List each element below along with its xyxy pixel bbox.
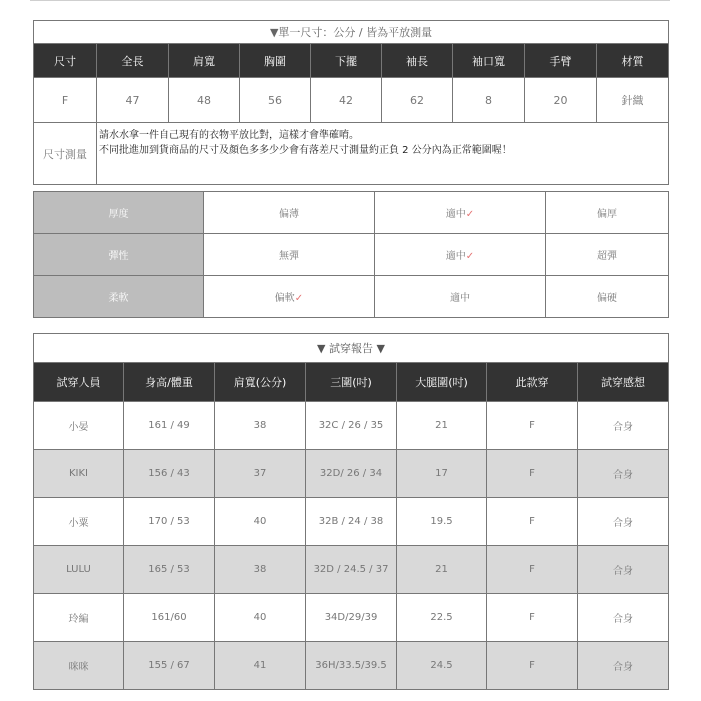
table-cell: 38	[215, 546, 306, 594]
table-cell: 合身	[578, 498, 669, 546]
table-row	[34, 642, 669, 690]
feel-option-cell	[375, 192, 546, 234]
table-cell: 40	[215, 594, 306, 642]
fabric-feel-table	[33, 191, 669, 318]
size-note-line: 請水水拿一件自己現有的衣物平放比對，這樣才會準確唷。	[99, 130, 359, 141]
feel-attr-cell: 柔軟	[34, 276, 204, 318]
size-value-cell: 62	[382, 78, 453, 123]
size-value-row	[34, 78, 669, 123]
size-value-cell: 8	[453, 78, 525, 123]
table-cell: KIKI	[34, 450, 124, 498]
table-cell: LULU	[34, 546, 124, 594]
table-row	[34, 402, 669, 450]
fitting-report-table	[33, 333, 669, 690]
feel-option-label: 偏軟	[274, 293, 295, 304]
size-header-cell: 材質	[597, 44, 669, 78]
size-caption: ▼單一尺寸：公分 / 皆為平放測量	[34, 21, 669, 44]
size-header-cell: 袖長	[382, 44, 453, 78]
size-value-cell: 48	[169, 78, 240, 123]
fitting-header-cell: 此款穿	[487, 363, 578, 402]
table-cell: 37	[215, 450, 306, 498]
table-cell: 36H/33.5/39.5	[306, 642, 397, 690]
size-note-label: 尺寸測量	[34, 123, 97, 185]
size-note-text	[97, 123, 669, 185]
table-cell: 22.5	[397, 594, 487, 642]
table-row	[34, 594, 669, 642]
table-cell: 24.5	[397, 642, 487, 690]
size-table	[33, 20, 669, 185]
feel-option-cell	[375, 276, 546, 318]
feel-option-label: 適中	[445, 209, 466, 220]
feel-option-label: 適中	[445, 251, 466, 262]
feel-row-elasticity	[34, 234, 669, 276]
size-note-row	[34, 123, 669, 185]
table-cell: 40	[215, 498, 306, 546]
feel-option-cell	[204, 276, 375, 318]
table-cell: 32D/ 26 / 34	[306, 450, 397, 498]
feel-option-label: 偏薄	[279, 209, 299, 220]
table-cell: F	[487, 594, 578, 642]
table-cell: 合身	[578, 546, 669, 594]
table-row	[34, 546, 669, 594]
table-cell: F	[487, 402, 578, 450]
fitting-header-cell: 大腿圍(吋)	[397, 363, 487, 402]
table-cell: 小粟	[34, 498, 124, 546]
feel-attr-cell: 厚度	[34, 192, 204, 234]
fitting-caption: ▼ 試穿報告 ▼	[34, 334, 669, 363]
table-cell: 21	[397, 402, 487, 450]
size-value-cell: F	[34, 78, 97, 123]
table-cell: F	[487, 498, 578, 546]
feel-option-label: 偏厚	[597, 209, 617, 220]
table-cell: 咪咪	[34, 642, 124, 690]
size-header-row	[34, 44, 669, 78]
check-icon: ✓	[465, 251, 475, 262]
feel-row-softness	[34, 276, 669, 318]
table-cell: 156 / 43	[124, 450, 215, 498]
size-value-cell: 56	[240, 78, 311, 123]
table-cell: 19.5	[397, 498, 487, 546]
table-cell: 21	[397, 546, 487, 594]
feel-option-cell	[375, 234, 546, 276]
table-cell: F	[487, 450, 578, 498]
fitting-header-cell: 三圍(吋)	[306, 363, 397, 402]
size-value-cell: 20	[525, 78, 597, 123]
table-cell: 合身	[578, 642, 669, 690]
feel-row-thickness	[34, 192, 669, 234]
table-cell: 合身	[578, 402, 669, 450]
table-cell: 38	[215, 402, 306, 450]
table-cell: F	[487, 546, 578, 594]
feel-option-cell	[546, 192, 669, 234]
feel-option-cell	[546, 276, 669, 318]
size-header-cell: 尺寸	[34, 44, 97, 78]
feel-attr-cell: 彈性	[34, 234, 204, 276]
check-icon: ✓	[294, 293, 304, 304]
table-cell: 41	[215, 642, 306, 690]
table-cell: 小晏	[34, 402, 124, 450]
size-value-cell: 42	[311, 78, 382, 123]
top-divider	[30, 0, 670, 1]
size-header-cell: 下擺	[311, 44, 382, 78]
check-icon: ✓	[465, 209, 475, 220]
size-header-cell: 手臂	[525, 44, 597, 78]
feel-option-label: 無彈	[279, 251, 299, 262]
size-header-cell: 胸圍	[240, 44, 311, 78]
table-cell: 合身	[578, 594, 669, 642]
feel-option-label: 偏硬	[597, 293, 617, 304]
table-cell: 32D / 24.5 / 37	[306, 546, 397, 594]
size-header-cell: 全長	[97, 44, 169, 78]
feel-option-label: 超彈	[597, 251, 617, 262]
table-cell: 161 / 49	[124, 402, 215, 450]
fitting-header-cell: 試穿人員	[34, 363, 124, 402]
size-header-cell: 肩寬	[169, 44, 240, 78]
fitting-header-row	[34, 363, 669, 402]
size-note-line: 不同批進加到貨商品的尺寸及顏色多多少少會有落差尺寸測量約正負 2 公分內為正常範圍喔！	[99, 145, 512, 156]
table-cell: 155 / 67	[124, 642, 215, 690]
table-cell: 161/60	[124, 594, 215, 642]
table-cell: 玲編	[34, 594, 124, 642]
table-cell: 165 / 53	[124, 546, 215, 594]
feel-option-cell	[204, 192, 375, 234]
size-header-cell: 袖口寬	[453, 44, 525, 78]
feel-option-cell	[546, 234, 669, 276]
size-value-cell: 針織	[597, 78, 669, 123]
fitting-header-cell: 試穿感想	[578, 363, 669, 402]
table-cell: F	[487, 642, 578, 690]
table-row	[34, 450, 669, 498]
fitting-header-cell: 肩寬(公分)	[215, 363, 306, 402]
fitting-header-cell: 身高/體重	[124, 363, 215, 402]
table-cell: 32B / 24 / 38	[306, 498, 397, 546]
size-value-cell: 47	[97, 78, 169, 123]
table-cell: 34D/29/39	[306, 594, 397, 642]
table-cell: 170 / 53	[124, 498, 215, 546]
table-row	[34, 498, 669, 546]
table-cell: 32C / 26 / 35	[306, 402, 397, 450]
feel-option-label: 適中	[450, 293, 470, 304]
table-cell: 合身	[578, 450, 669, 498]
table-cell: 17	[397, 450, 487, 498]
feel-option-cell	[204, 234, 375, 276]
